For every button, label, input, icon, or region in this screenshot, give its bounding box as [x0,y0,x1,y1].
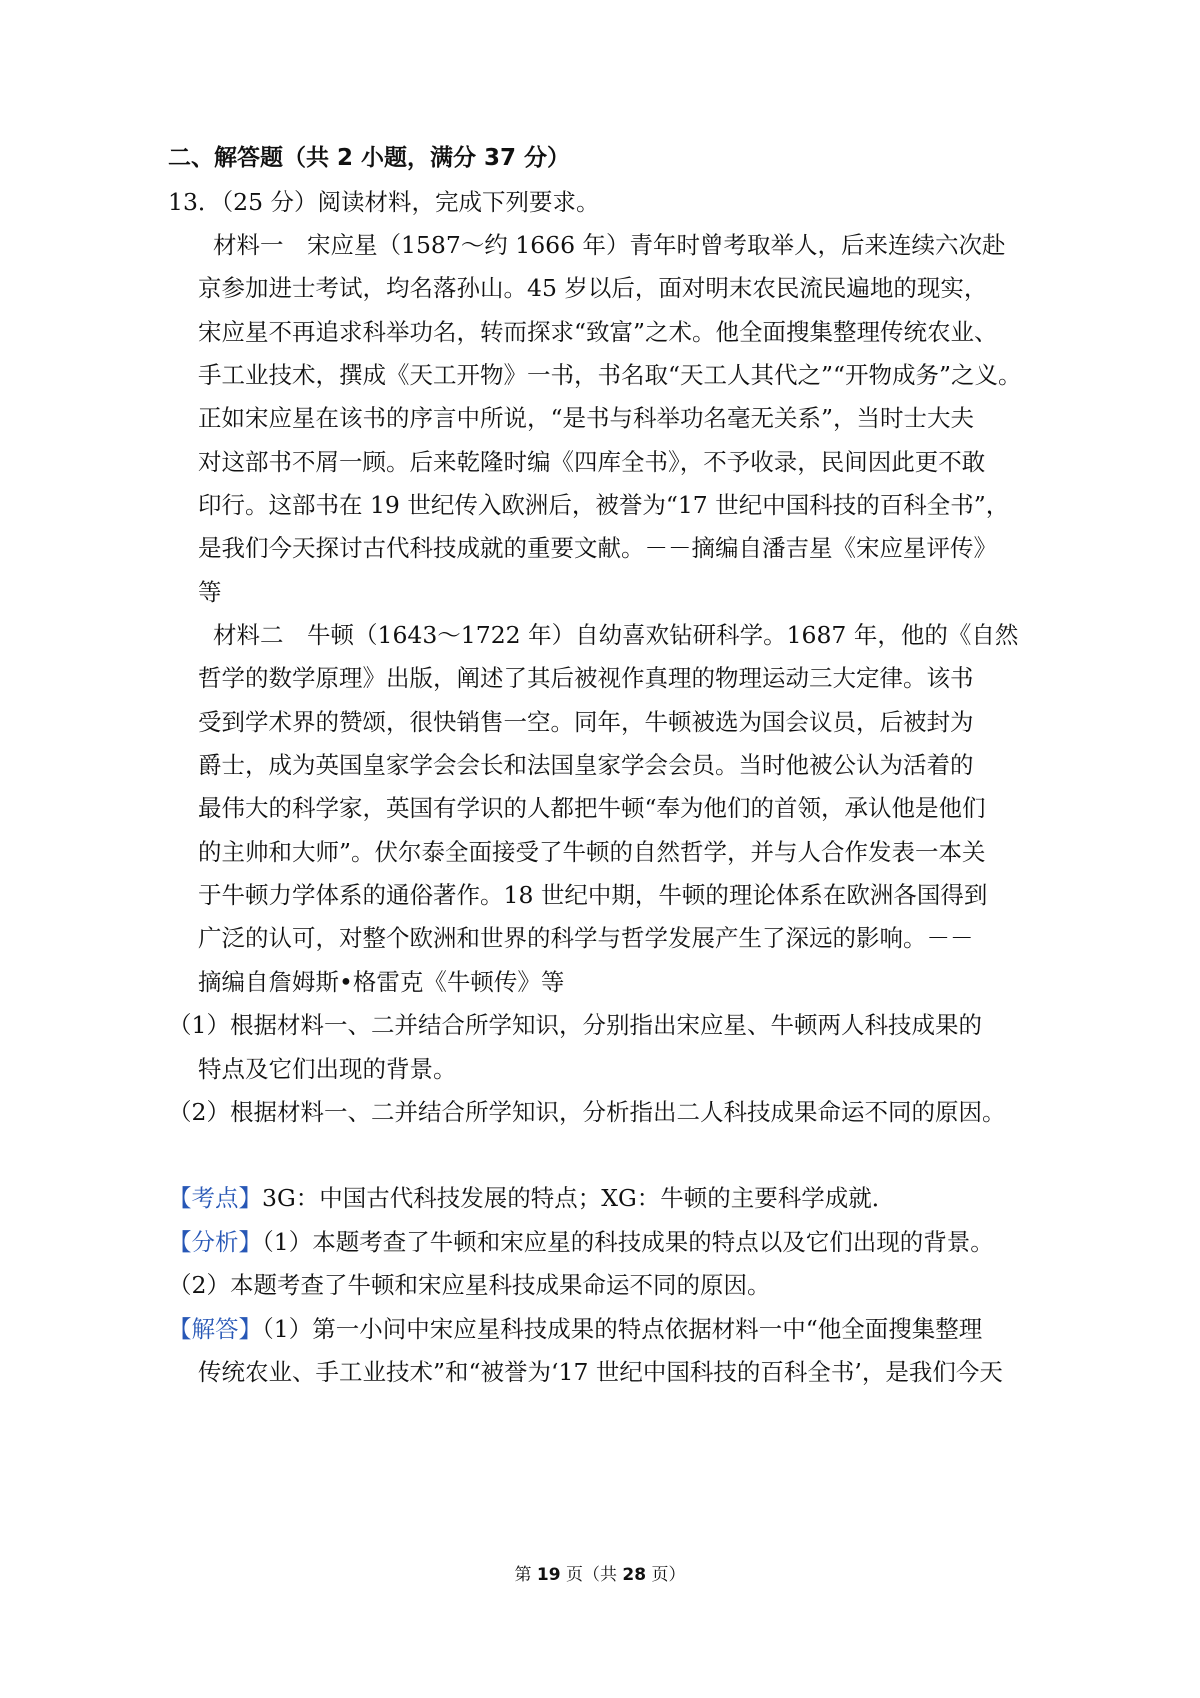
section-heading: 二、解答题（共 2 小题，满分 37 分） [168,145,571,171]
material-one-line: 印行。这部书在 19 世纪传入欧洲后，被誉为“17 世纪中国科技的百科全书”， [198,491,1010,519]
fenxi-line-2: （2）本题考查了牛顿和宋应星科技成果命运不同的原因。 [168,1271,771,1299]
material-one-line: 材料一 宋应星（1587～约 1666 年）青年时曾考取举人，后来连续六次赴 [213,231,1006,259]
material-one-line: 京参加进士考试，均名落孙山。45 岁以后，面对明末农民流民遍地的现实， [198,274,988,302]
material-two-line: 受到学术界的赞颂，很快销售一空。同年，牛顿被选为国会议员，后被封为 [198,708,974,736]
material-two-line: 的主帅和大师”。伏尔泰全面接受了牛顿的自然哲学，并与人合作发表一本关 [198,838,986,866]
sub-question-1: （1）根据材料一、二并结合所学知识，分别指出宋应星、牛顿两人科技成果的 [168,1011,982,1039]
material-two-line: 爵士，成为英国皇家学会会长和法国皇家学会会员。当时他被公认为活着的 [198,751,974,779]
jieda-line [168,1313,982,1345]
material-one-line: 宋应星不再追求科举功名，转而探求“致富”之术。他全面搜集整理传统农业、 [198,318,998,346]
material-two-line: 于牛顿力学体系的通俗著作。18 世纪中期，牛顿的理论体系在欧洲各国得到 [198,881,988,909]
material-one-line: 等 [198,578,222,606]
fenxi-line [168,1226,994,1258]
material-two-line: 摘编自詹姆斯•格雷克《牛顿传》等 [198,968,565,996]
material-two-line: 哲学的数学原理》出版，阐述了其后被视作真理的物理运动三大定律。该书 [198,664,974,692]
sub-question-1-cont: 特点及它们出现的背景。 [198,1055,457,1083]
page-footer: 第 19 页（共 28 页） [514,1565,686,1585]
material-two-line: 最伟大的科学家，英国有学识的人都把牛顿“奉为他们的首领，承认他是他们 [198,794,986,822]
jieda-tag: 【解答】 [168,1315,262,1343]
material-one-line: 手工业技术，撰成《天工开物》一书，书名取“天工人其代之”“开物成务”之义。 [198,361,1022,389]
material-one-line: 是我们今天探讨古代科技成就的重要文献。－－摘编自潘吉星《宋应星评传》 [198,534,997,562]
total-page-number: 28 [622,1565,647,1585]
question-intro: 13．（25 分）阅读材料，完成下列要求。 [168,188,600,216]
material-one-line: 正如宋应星在该书的序言中所说，“是书与科举功名毫无关系”，当时士大夫 [198,404,975,432]
material-one-line: 对这部书不屑一顾。后来乾隆时编《四库全书》，不予收录，民间因此更不敢 [198,448,986,476]
jieda-text: （1）第一小问中宋应星科技成果的特点依据材料一中“他全面搜集整理 [262,1315,983,1343]
current-page-number: 19 [536,1565,561,1585]
jieda-line-2: 传统农业、手工业技术”和“被誉为‘17 世纪中国科技的百科全书’，是我们今天 [198,1358,1003,1386]
fenxi-tag: 【分析】 [168,1228,262,1256]
kaodian-line [168,1182,895,1214]
material-two-line: 广泛的认可，对整个欧洲和世界的科学与哲学发展产生了深远的影响。－－ [198,924,974,952]
sub-question-2: （2）根据材料一、二并结合所学知识，分析指出二人科技成果命运不同的原因。 [168,1098,1006,1126]
material-two-line: 材料二 牛顿（1643～1722 年）自幼喜欢钻研科学。1687 年，他的《自然 [213,621,1019,649]
kaodian-text: 3G：中国古代科技发展的特点；XG：牛顿的主要科学成就． [262,1184,896,1212]
fenxi-text: （1）本题考查了牛顿和宋应星的科技成果的特点以及它们出现的背景。 [262,1228,994,1256]
kaodian-tag: 【考点】 [168,1184,262,1212]
